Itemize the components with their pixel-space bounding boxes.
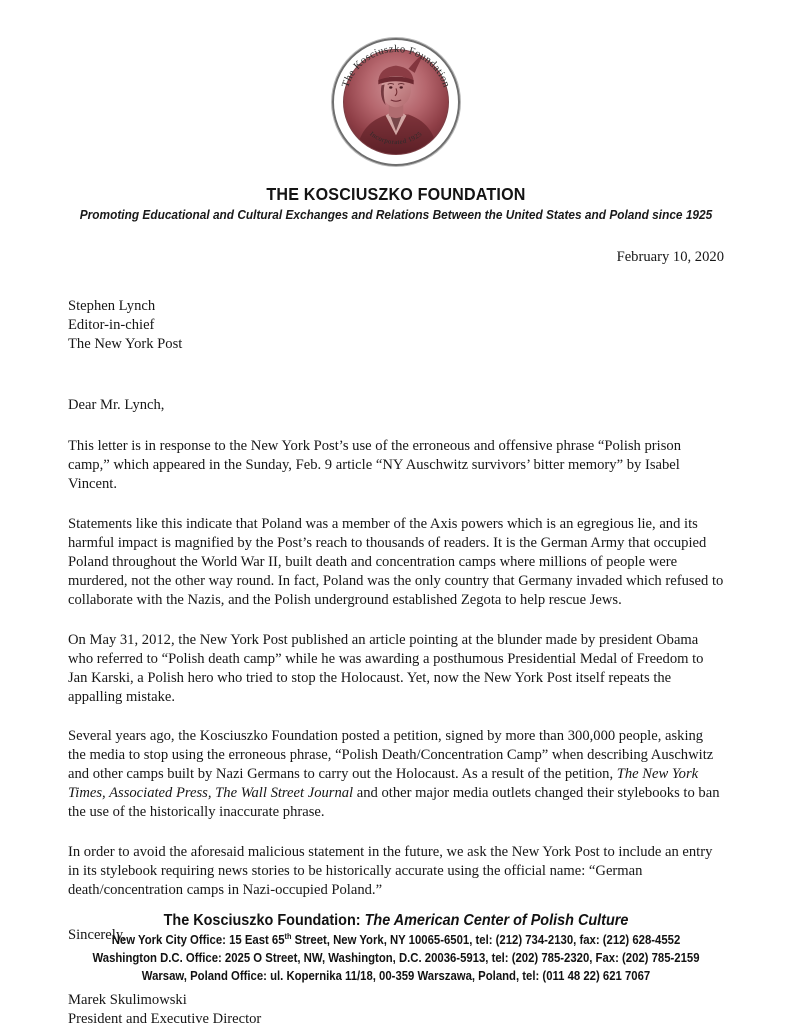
footer-title-prefix: The Kosciuszko Foundation: bbox=[163, 912, 361, 930]
footer-title-italic: The American Center of Polish Culture bbox=[364, 912, 629, 930]
letter-date: February 10, 2020 bbox=[616, 249, 724, 265]
signer-name: Marek Skulimowski bbox=[68, 992, 187, 1009]
signature-block bbox=[68, 991, 724, 1029]
dc-office-text: Washington D.C. Office: 2025 O Street, NW, Washington, D.C. 20036-5913, tel: (202) 785-2320, Fax: (202) 785-2159 bbox=[92, 951, 700, 966]
footer-title bbox=[28, 911, 765, 931]
organization-name: THE KOSCIUSZKO FOUNDATION bbox=[266, 184, 526, 204]
seal-top-text: The Kosciuszko Foundation bbox=[340, 43, 452, 90]
recipient-title: Editor-in-chief bbox=[68, 316, 155, 333]
recipient-organization: The New York Post bbox=[68, 335, 183, 352]
seal-bottom-text: Incorporated 1925 bbox=[368, 130, 424, 147]
paragraph-3: On May 31, 2012, the New York Post published an article pointing at the blunder made by president Obama who referred to “Polish death camp” while he was awarding a posthumous Presidential Medal of Freedom to Jan Karski, a Polish hero who tried to stop the Holocaust. Yet, now the New York Post itself repeats the appalling mistake. bbox=[68, 631, 704, 705]
petition-text-part-2: and other major media outlets changed their stylebooks to ban the use of the historically inaccurate phrase. bbox=[68, 785, 720, 821]
kosciuszko-foundation-seal-icon bbox=[332, 38, 460, 166]
ny-office-prefix: New York City Office: 15 East 65 bbox=[111, 933, 285, 948]
kosciuszko-portrait-icon bbox=[344, 50, 448, 154]
paragraph-1: This letter is in response to the New York Post’s use of the erroneous and offensive phrase “Polish prison camp,” which appeared in the Sunday, Feb. 9 article “NY Auschwitz survivors’ bitter memory” by Isabel Vincent. bbox=[68, 437, 681, 492]
letterhead-text-block bbox=[0, 184, 792, 223]
letterhead-seal-container bbox=[0, 38, 792, 166]
recipient-address-block bbox=[68, 297, 724, 354]
footer-office-new-york bbox=[40, 932, 753, 950]
footer-office-warsaw bbox=[40, 968, 753, 986]
recipient-name: Stephen Lynch bbox=[68, 297, 156, 314]
seal-inner-medallion bbox=[343, 49, 449, 155]
ny-office-suffix: Street, New York, NY 10065-6501, tel: (212) 734-2130, fax: (212) 628-4552 bbox=[291, 933, 681, 948]
media-outlet-names: The New York Times, Associated Press, The Wall Street Journal bbox=[68, 766, 699, 802]
paragraph-5: In order to avoid the aforesaid malicious statement in the future, we ask the New York Post to include an entry in its stylebook requiring news stories to be historically accurate using the official name: “German death/concentration camps in Nazi-occupied Poland.” bbox=[68, 844, 713, 899]
warsaw-office-text: Warsaw, Poland Office: ul. Kopernika 11/18, 00-359 Warszawa, Poland, tel: (011 48 22) 621 7067 bbox=[141, 969, 651, 984]
salutation: Dear Mr. Lynch, bbox=[68, 396, 165, 413]
ny-office-ordinal-suffix: th bbox=[284, 932, 292, 942]
closing-salutation: Sincerely, bbox=[68, 927, 126, 944]
footer-office-washington bbox=[40, 950, 753, 968]
letter-footer bbox=[0, 911, 792, 986]
paragraph-2: Statements like this indicate that Poland was a member of the Axis powers which is an egregious lie, and its harmful impact is magnified by the Post’s reach to thousands of readers. It is the German Army that occupied Poland throughout the World War II, built death and concentration camps where millions of people were murdered, not the other way round. In fact, Poland was the only country that Germany invaded which refused to collaborate with the Nazis, and the Polish underground established Zegota to help rescue Jews. bbox=[68, 515, 724, 608]
signer-title: President and Executive Director bbox=[68, 1011, 262, 1028]
paragraph-4-petition bbox=[68, 727, 724, 822]
organization-tagline: Promoting Educational and Cultural Exchanges and Relations Between the United States and Poland since 1925 bbox=[79, 207, 713, 223]
petition-text-part-1: Several years ago, the Kosciuszko Foundation posted a petition, signed by more than 300,000 people, asking the media to stop using the erroneous phrase, “Polish Death/Concentration Camp” when describing Auschwitz and other camps built by Nazi Germans to carry out the Holocaust. As a result of the petition, bbox=[68, 728, 714, 783]
